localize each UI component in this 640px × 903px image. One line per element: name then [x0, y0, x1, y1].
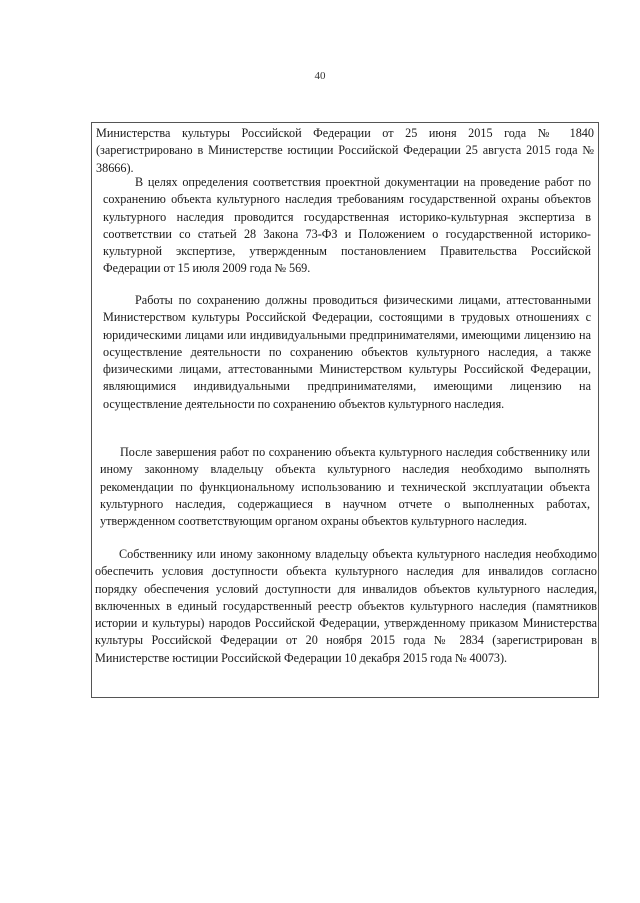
- page-number: 40: [314, 70, 326, 82]
- paragraph-accessibility: Собственнику или иному законному владельцу объекта культурного наследия необходимо обеспечить условия доступности объекта культурного наследия для инвалидов согласно порядку обеспечения условий доступности для инвалидов объектов культурного наследия, включенных в единый государственный реестр объектов культурного наследия (памятников истории и культуры) народов Российской Федерации, утвержденному приказом Министерства культуры Российской Федерации от 20 ноября 2015 года № 2834 (зарегистрирован в Министерстве юстиции Российской Федерации 10 декабря 2015 года № 40073).: [95, 547, 597, 665]
- paragraph-after-completion: После завершения работ по сохранению объекта культурного наследия собственнику или иному законному владельцу объекта культурного наследия необходимо выполнять рекомендации по функциональному использованию и технической эксплуатации объекта культурного наследия, содержащиеся в научном отчете о выполненных работах, утвержденном соответствующим органом охраны объектов культурного наследия.: [100, 445, 590, 529]
- paragraph-certified-persons: Работы по сохранению должны проводиться физическими лицами, аттестованными Министерством культуры Российской Федерации, состоящими в трудовых отношениях с юридическими лицами или индивидуальными предпринимателями, имеющими лицензию на осуществление деятельности по сохранению объектов культурного наследия, а также физическими лицами, аттестованными Министерством культуры Российской Федерации, являющимися индивидуальными предпринимателями, имеющими лицензию на осуществление деятельности по сохранению объектов культурного наследия.: [103, 293, 591, 411]
- paragraph-historical-expertise: В целях определения соответствия проектной документации на проведение работ по сохранению объекта культурного наследия требованиям государственной охраны объектов культурного наследия проводится государственная историко-культурная экспертиза в соответствии со статьей 28 Закона 73-ФЗ и Положением о государственной историко-культурной экспертизе, утвержденным постановлением Правительства Российской Федерации от 15 июля 2009 года № 569.: [103, 175, 591, 276]
- paragraph-ministry-order: Министерства культуры Российской Федерации от 25 июня 2015 года № 1840 (зарегистрировано в Министерстве юстиции Российской Федерации 25 августа 2015 года № 38666).: [96, 126, 594, 175]
